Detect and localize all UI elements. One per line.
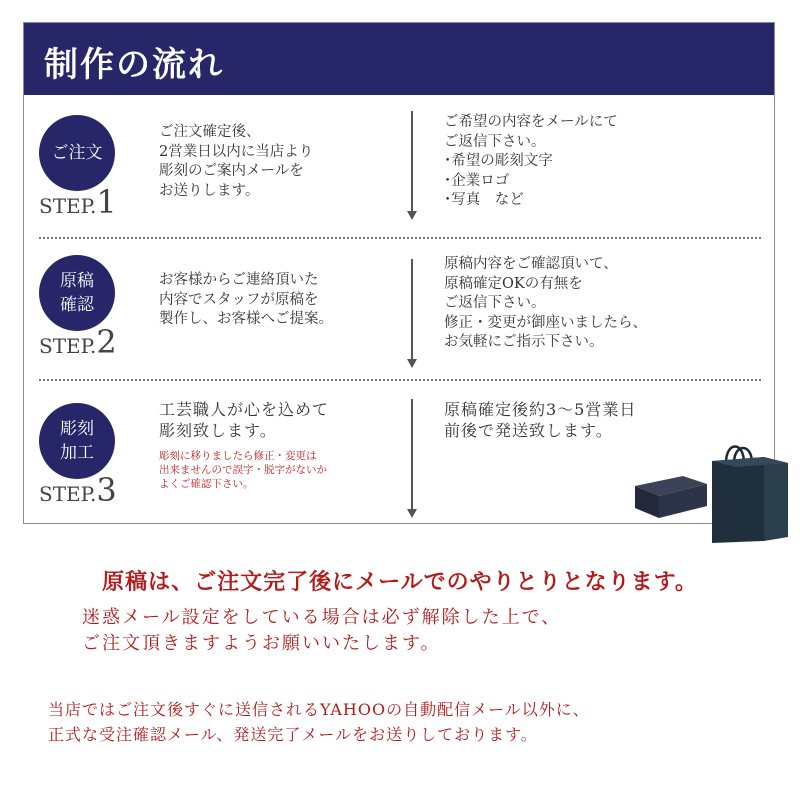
step-1-badge — [39, 115, 115, 191]
confirmation-mail-notice: 当店ではご注文後すぐに送信されるYAHOOの自動配信メール以外に、 正式な受注確認メール、発送完了メールをお送りしております。 — [48, 700, 590, 744]
step-2-badge: 原稿 確認 — [39, 255, 115, 331]
step-3-description: 工芸職人が心を込めて 彫刻致します。 彫刻に移りましたら修正・変更は 出来ませんので誤字・脱字がないか よくご確認下さい。 — [159, 399, 399, 491]
step-1-instructions: ご希望の内容をメールにて ご返信下さい。 ･希望の彫刻文字 ･企業ロゴ ･写真 など — [444, 114, 618, 208]
step-3-label: STEP.3 — [39, 471, 117, 509]
page-title: 制作の流れ — [44, 45, 224, 85]
shopping-bag-icon — [704, 433, 792, 543]
step-1-description: ご注文確定後、 2営業日以内に当店より 彫刻のご案内メールを お送りします。 — [159, 124, 314, 199]
down-arrow-icon — [407, 399, 417, 519]
down-arrow-icon — [407, 111, 417, 223]
flow-header — [24, 23, 774, 95]
step-3-badge: 彫刻 加工 — [39, 403, 115, 479]
step-divider — [39, 237, 761, 239]
step-3-instructions: 原稿確定後約3～5営業日 前後で発送致します。 — [444, 400, 637, 440]
step-1-label: STEP.1 — [39, 183, 117, 221]
notice-headline: 原稿は、ご注文完了後にメールでのやりとりとなります。 — [102, 569, 698, 595]
step-2-label: STEP.2 — [39, 323, 117, 361]
step-2-description: お客様からご連絡頂いた 内容でスタッフが原稿を 製作し、お客様へご提案。 — [159, 272, 333, 327]
spam-setting-notice: 迷惑メール設定をしている場合は必ず解除した上で、 ご注文頂きますようお願いいたします。 — [82, 607, 562, 654]
step-1-badge-text: ご注文 — [51, 143, 103, 163]
step-3-warning-note: 彫刻に移りましたら修正・変更は 出来ませんので誤字・脱字がないか よくご確認下さい。 — [159, 450, 327, 490]
step-divider — [39, 379, 761, 381]
gift-box-icon — [631, 468, 709, 520]
down-arrow-icon — [407, 259, 417, 371]
production-flow-panel — [23, 22, 775, 524]
step-2-instructions: 原稿内容をご確認頂いて、 原稿確定OKの有無を ご返信下さい。 修正・変更が御座いましたら、 お気軽にご指示下さい。 — [444, 256, 647, 350]
